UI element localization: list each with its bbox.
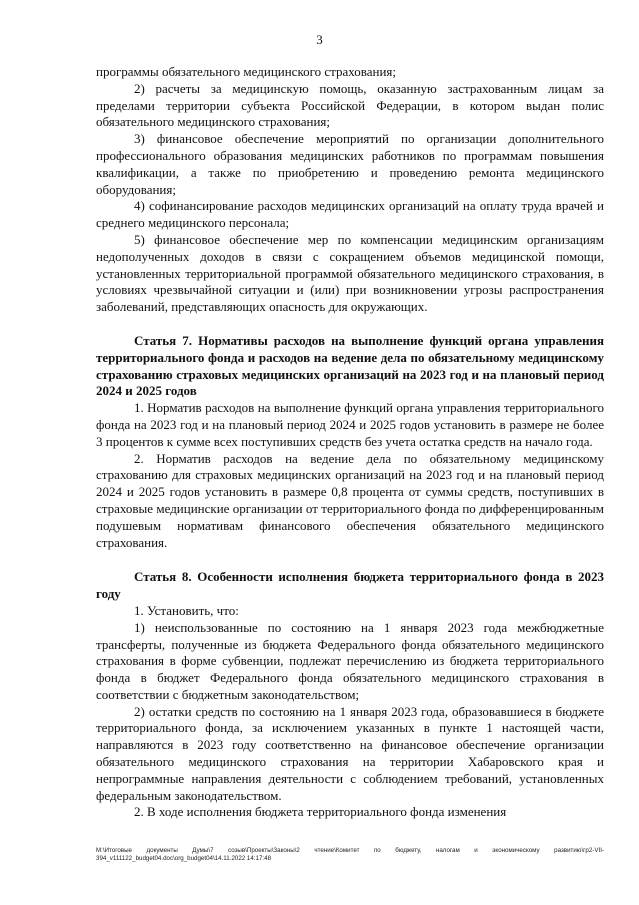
paragraph: 1. Норматив расходов на выполнение функций органа управления территориального фонда на 2023 год и на плановый период 2024 и 2025 годов установить в размере не более 3 процентов к сумме всех поступивших средств без учета остатка средств на начало года. <box>96 400 604 449</box>
paragraph: 2. В ходе исполнения бюджета территориального фонда изменения <box>134 804 507 820</box>
paragraph: 2) расчеты за медицинскую помощь, оказанную застрахованным лицам за пределами территории субъекта Российской Федерации, в котором выдан полис обязательного медицинского страхования; <box>96 80 604 130</box>
document-body <box>96 64 604 821</box>
paragraph: 4) софинансирование расходов медицинских организаций на оплату труда врачей и среднего медицинского персонала; <box>96 198 604 231</box>
article-7-heading: Статья 7. Нормативы расходов на выполнение функций органа управления территориального фонда и расходов на ведение дела по обязательному медицинскому страхованию страховых медицинских организаций на 2023 год и на плановый период 2024 и 2025 годов <box>96 332 604 399</box>
paragraph: 3) финансовое обеспечение мероприятий по организации дополнительного профессионального образования медицинских работников по программам повышения квалификации, а также по приобретению и проведению ремонта медицинского оборудования; <box>96 131 604 197</box>
paragraph: 1. Установить, что: <box>134 602 239 618</box>
paragraph: программы обязательного медицинского страхования; <box>96 64 396 79</box>
paragraph: 1) неиспользованные по состоянию на 1 января 2023 года межбюджетные трансферты, полученные из бюджета Федерального фонда обязательного медицинского страхования в форме субвенции, подлежат перечислению из бюджета территориального фонда в бюджет Федерального фонда обязательного медицинского страхования в соответствии с бюджетным законодательством; <box>96 619 604 702</box>
file-path-footer: М:\Итоговые документы Думы\7 созыв\Проекты\Законы\2 чтение\Комитет по бюджету, налогам и экономическому развитию\гр2-VII-394_v111122_budget04.doc\org_budget04\14.11.2022 14:17:48 <box>96 847 604 862</box>
paragraph: 5) финансовое обеспечение мер по компенсации медицинским организациям недополученных доходов в связи с сокращением объемов медицинской помощи, установленных территориальной программой обязательного медицинского страхования, в условиях чрезвычайной ситуации и (или) при возникновении угрозы распространения заболеваний, представляющих опасность для окружающих. <box>96 231 604 315</box>
article-8-heading: Статья 8. Особенности исполнения бюджета территориального фонда в 2023 году <box>96 569 604 602</box>
page-number: 3 <box>316 32 323 47</box>
paragraph: 2) остатки средств по состоянию на 1 января 2023 года, образовавшиеся в бюджете территориального фонда, за исключением указанных в пункте 1 настоящей части, направляются в 2023 году соответственно на финансовое обеспечение организации обязательного медицинского страхования на территории Хабаровского края и непрограммные направления деятельности с соблюдением требований, установленных федеральным законодательством. <box>96 703 604 803</box>
paragraph: 2. Норматив расходов на ведение дела по обязательному медицинскому страхованию для страховых медицинских организаций на 2023 год и на плановый период 2024 и 2025 годов установить в размере 0,8 процента от суммы средств, поступивших в страховые медицинские организации от территориального фонда по дифференцированным подушевым нормативам финансового обеспечения обязательного медицинского страхования. <box>96 450 604 550</box>
